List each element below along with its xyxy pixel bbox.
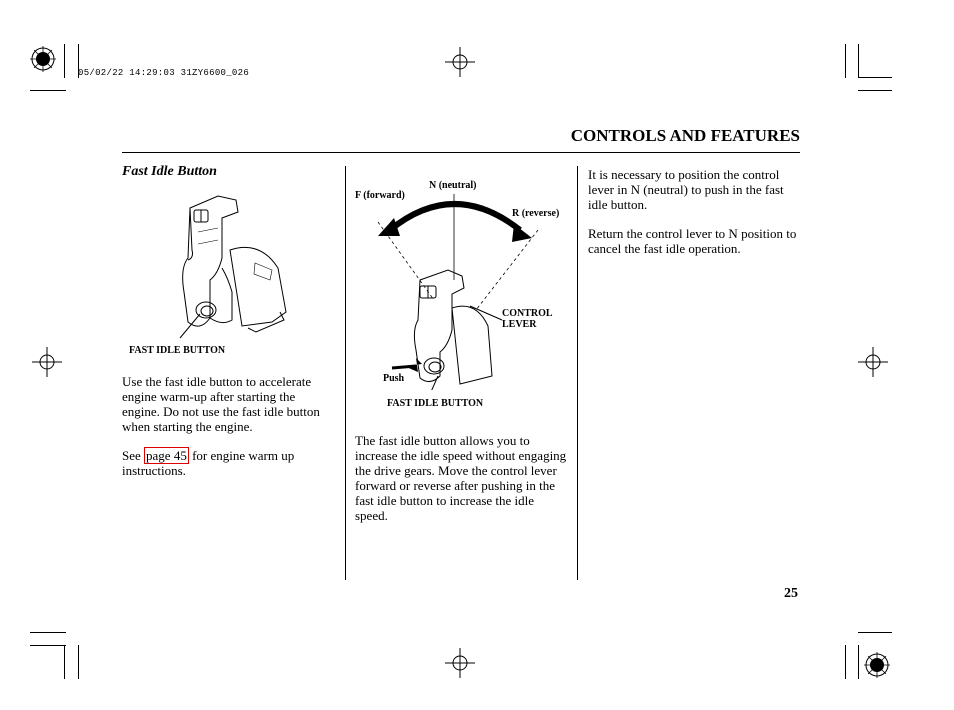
left-paragraph-1: Use the fast idle button to accelerate engine warm-up after starting the engine. Do not use the fast idle button when starting the engine. xyxy=(122,374,320,434)
crosshair-icon xyxy=(32,347,62,377)
neutral-label: N (neutral) xyxy=(429,180,477,191)
middle-paragraph: The fast idle button allows you to increase the idle speed without engaging the drive gears. Move the control lever forward or reverse after pushing in the fast idle button to increase the idle speed. xyxy=(355,433,567,523)
page-45-link[interactable]: page 45 xyxy=(146,448,187,463)
right-paragraph-2: Return the control lever to N position to cancel the fast idle operation. xyxy=(588,226,797,256)
header-rule xyxy=(122,152,800,153)
control-label: CONTROL xyxy=(502,308,553,319)
section-title: CONTROLS AND FEATURES xyxy=(570,126,800,145)
crosshair-icon xyxy=(445,47,475,77)
control-lever-label xyxy=(502,308,553,330)
print-timestamp: 05/02/22 14:29:03 31ZY6600_026 xyxy=(78,68,250,78)
fast-idle-button-label-2: FAST IDLE BUTTON xyxy=(387,398,484,409)
lever-label: LEVER xyxy=(502,319,537,330)
registration-target-icon xyxy=(28,44,58,74)
column-divider xyxy=(345,166,346,580)
page-number: 25 xyxy=(784,586,798,601)
see-prefix: See xyxy=(122,448,145,463)
column-divider xyxy=(577,166,578,580)
control-box-illustration xyxy=(160,188,300,348)
crosshair-icon xyxy=(858,347,888,377)
forward-label: F (forward) xyxy=(355,190,405,201)
fast-idle-button-label: FAST IDLE BUTTON xyxy=(129,345,226,356)
fast-idle-subheading: Fast Idle Button xyxy=(122,164,217,179)
see-suffix: for engine warm up instructions. xyxy=(122,448,295,478)
reverse-label: R (reverse) xyxy=(512,208,560,219)
left-paragraph-2 xyxy=(122,448,334,478)
crosshair-icon xyxy=(445,648,475,678)
push-label: Push xyxy=(383,373,405,384)
right-paragraph-1: It is necessary to position the control lever in N (neutral) to push in the fast idle button. xyxy=(588,167,784,212)
registration-target-icon xyxy=(862,650,892,680)
